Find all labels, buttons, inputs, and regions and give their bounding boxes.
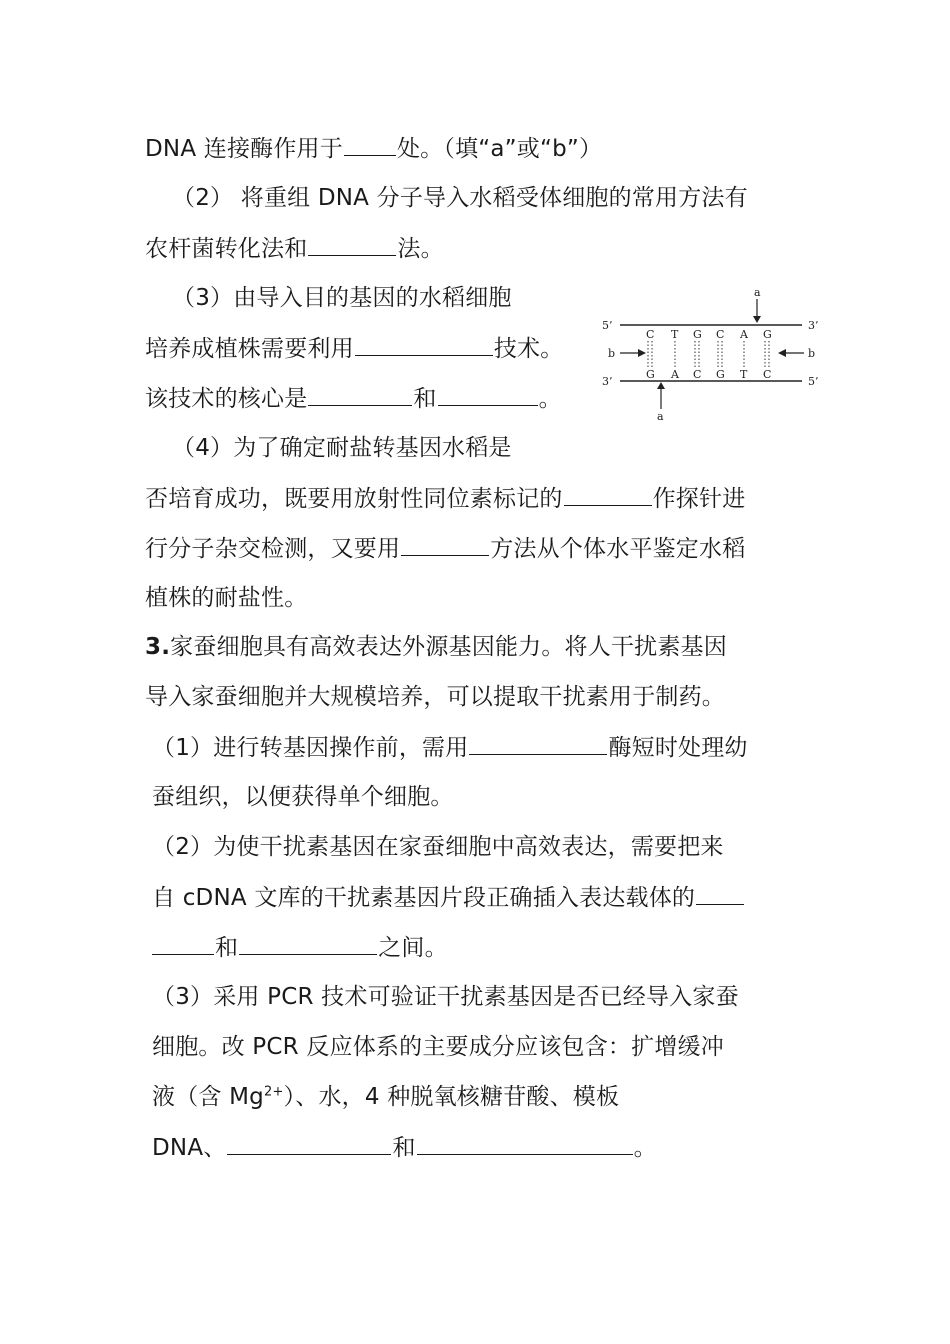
bottom-base-2: A xyxy=(671,368,679,381)
q2-part2-line1: （2） 将重组 DNA 分子导入水稻受体细胞的常用方法有 xyxy=(172,185,748,211)
q3-p3-line4: DNA、 和 。 xyxy=(152,1132,657,1163)
q2-line-ligase: DNA 连接酶作用于 处。（填“a”或“b”） xyxy=(145,133,602,164)
answer-blank-enzyme[interactable] xyxy=(469,732,607,755)
q3-p2-line2: 自 cDNA 文库的干扰素基因片段正确插入表达载体的 xyxy=(152,882,745,913)
bottom-right-end-label: 5’ xyxy=(808,375,819,388)
hydrogen-bonds xyxy=(648,341,769,367)
q3-p2-line1: （2）为使干扰素基因在家蚕细胞中高效表达，需要把来 xyxy=(152,834,724,860)
top-base-6: G xyxy=(763,328,772,341)
answer-blank-technique[interactable] xyxy=(355,333,493,356)
top-left-end-label: 5’ xyxy=(602,319,613,332)
top-base-3: G xyxy=(693,328,702,341)
bottom-base-3: C xyxy=(693,368,702,381)
bottom-base-6: C xyxy=(763,368,772,381)
answer-blank-core-2[interactable] xyxy=(438,383,538,406)
top-bases xyxy=(646,328,772,341)
q3-p2-line3: 和 之间。 xyxy=(152,932,448,963)
question-number: 3. xyxy=(145,634,171,660)
answer-blank-vector-site-2[interactable] xyxy=(239,932,377,955)
q3-p1-line2: 蚕组织，以便获得单个细胞。 xyxy=(152,784,454,810)
q2-part4-line3: 行分子杂交检测，又要用 方法从个体水平鉴定水稻 xyxy=(145,533,745,564)
answer-blank-probe[interactable] xyxy=(564,483,652,506)
top-right-end-label: 3’ xyxy=(808,319,819,332)
arrow-a-top-head-icon xyxy=(753,316,761,323)
q2-part3-line2: 培养成植株需要利用 技术。 xyxy=(145,333,563,364)
q2-part3-line1: （3）由导入目的基因的水稻细胞 xyxy=(172,285,512,311)
answer-blank-transform-method[interactable] xyxy=(308,233,396,256)
bottom-left-end-label: 3’ xyxy=(602,375,613,388)
answer-blank-individual-method[interactable] xyxy=(401,533,489,556)
top-base-1: C xyxy=(646,328,655,341)
bottom-base-5: T xyxy=(740,368,748,381)
q2-part3-line3: 该技术的核心是 和 。 xyxy=(145,383,562,414)
bottom-base-4: G xyxy=(716,368,725,381)
label-a-bottom: a xyxy=(657,410,664,423)
top-base-2: T xyxy=(671,328,679,341)
q3-stem-line2: 导入家蚕细胞并大规模培养，可以提取干扰素用于制药。 xyxy=(145,684,725,710)
label-a-top: a xyxy=(754,286,761,299)
answer-blank-core-1[interactable] xyxy=(308,383,412,406)
q2-part4-line1: （4）为了确定耐盐转基因水稻是 xyxy=(172,435,512,461)
q2-part4-line4: 植株的耐盐性。 xyxy=(145,585,308,611)
q3-p3-line1: （3）采用 PCR 技术可验证干扰素基因是否已经导入家蚕 xyxy=(152,984,739,1010)
q2-part2-line2: 农杆菌转化法和 法。 xyxy=(145,233,444,264)
arrow-a-bottom-head-icon xyxy=(657,382,665,389)
bottom-bases xyxy=(646,368,771,381)
answer-blank-vector-site-1b[interactable] xyxy=(152,932,214,955)
label-b-left: b xyxy=(608,347,616,360)
q2-part4-line2: 否培育成功，既要用放射性同位素标记的 作探针进 xyxy=(145,483,745,514)
q3-p3-line2: 细胞。改 PCR 反应体系的主要成分应该包含：扩增缓冲 xyxy=(152,1034,724,1060)
arrow-b-left-head-icon xyxy=(638,349,646,357)
answer-blank-ligase-site[interactable] xyxy=(344,133,396,156)
q3-p3-line3: 液（含 $Mg^{2+}$）、水，4 种脱氧核糖苷酸、模板 xyxy=(152,1084,620,1110)
answer-blank-pcr-component-1[interactable] xyxy=(227,1132,391,1155)
dna-restriction-site-figure xyxy=(598,283,826,425)
answer-blank-pcr-component-2[interactable] xyxy=(417,1132,633,1155)
label-b-right: b xyxy=(808,347,816,360)
arrow-b-right-head-icon xyxy=(778,349,786,357)
top-base-5: A xyxy=(740,328,748,341)
answer-blank-vector-site-1a[interactable] xyxy=(696,882,744,905)
bottom-base-1: G xyxy=(646,368,655,381)
q3-stem-line1: 3.家蚕细胞具有高效表达外源基因能力。将人干扰素基因 xyxy=(145,634,727,660)
top-base-4: C xyxy=(716,328,725,341)
q3-p1-line1: （1）进行转基因操作前，需用 酶短时处理幼 xyxy=(152,732,748,763)
